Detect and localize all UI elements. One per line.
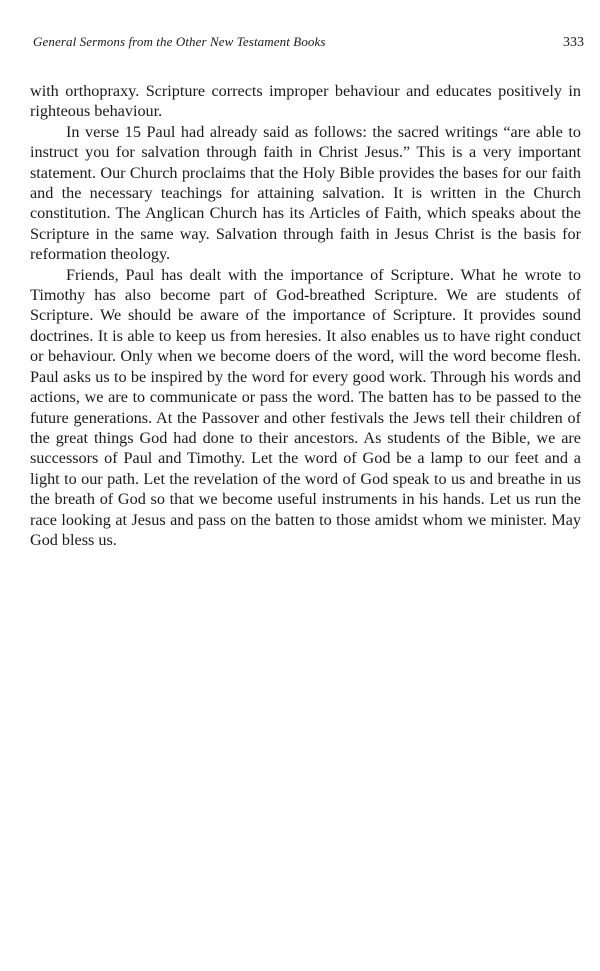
running-title: General Sermons from the Other New Testament Books [33,34,326,49]
paragraph-verse-15: In verse 15 Paul had already said as follows: the sacred writings “are able to instruct you for salvation through faith in Christ Jesus.” This is a very important statement. Our Church proclaims that the Holy Bible provides the bases for our faith and the necessary teachings for attaining salvation. It is written in the Church constitution. The Anglican Church has its Articles of Faith, which speaks about the Scripture in the same way. Salvation through faith in Jesus Christ is the basis for reformation theology. [30,122,581,264]
paragraph-friends: Friends, Paul has dealt with the importance of Scripture. What he wrote to Timothy has also become part of God-breathed Scripture. We are students of Scripture. We should be aware of the importance of Scripture. It provides sound doctrines. It is able to keep us from heresies. It also enables us to have right conduct or behaviour. Only when we become doers of the word, will the word become flesh. Paul asks us to be inspired by the word for every good work. Through his words and actions, we are to communicate or pass the word. The batten has to be passed to the future generations. At the Passover and other festivals the Jews tell their children of the great things God had done to their ancestors. As students of the Bible, we are successors of Paul and Timothy. Let the word of God be a lamp to our feet and a light to our path. Let the revelation of the word of God speak to us and breathe in us the breath of God so that we become useful instruments in his hands. Let us run the race looking at Jesus and pass on the batten to those amidst whom we minister. May God bless us. [30,265,581,549]
page-number: 333 [563,35,584,50]
body-text [30,81,581,550]
running-header [33,34,584,54]
paragraph-continuation: with orthopraxy. Scripture corrects improper behaviour and educates positively in righteous behaviour. [30,82,581,121]
